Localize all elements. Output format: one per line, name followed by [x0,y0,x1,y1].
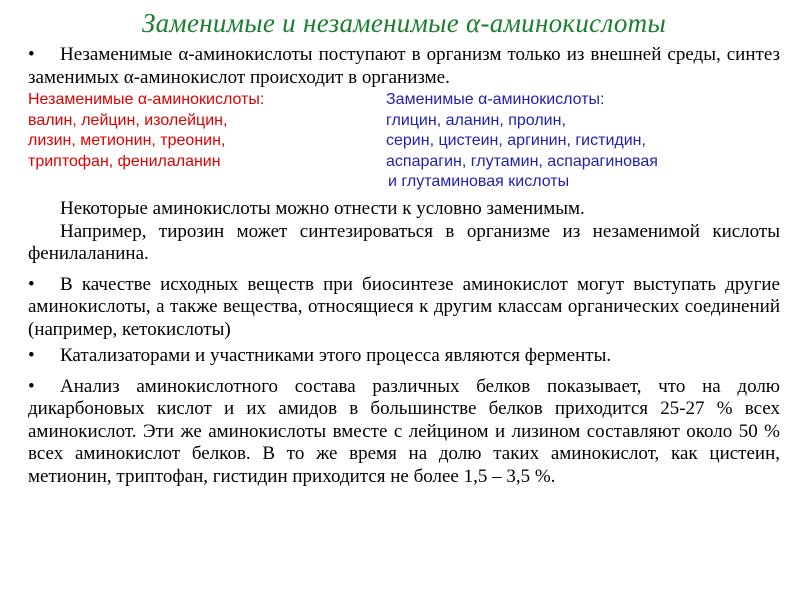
example-paragraph: Например, тирозин может синтезироваться в организме из незаменимой кислоты фенилаланина. [28,220,780,264]
essential-list [28,90,264,172]
bullet-text: Анализ аминокислотного состава различных белков показывает, что на долю дикарбоновых кислот и их амидов в большинстве белков приходится 25-27 % всех аминокислот. Эти же аминокислоты вместе с лейцином и лизином составляют около 50 % всех аминокислот белков. В то же время на долю таких аминокислот, как цистеин, метионин, триптофан, гистидин приходится не более 1,5 – 3,5 %. [28,375,780,487]
essential-heading: Незаменимые α-аминокислоты: [28,91,265,108]
slide [28,0,780,600]
bullet-icon: • [28,44,35,65]
bullet-text: Катализаторами и участниками этого процесса являются ферменты. [60,345,612,366]
bullet-icon: • [28,273,35,295]
nonessential-line: серин, цистеин, аргинин, гистидин, [386,132,646,149]
essential-line: триптофан, фенилаланин [28,152,221,170]
bullet-paragraph [28,345,780,368]
nonessential-list [386,90,658,193]
essential-line: лизин, метионин, треонин, [28,132,226,149]
conditional-paragraph: Некоторые аминокислоты можно отнести к условно заменимым. [60,198,585,219]
bullet-paragraph [28,376,780,489]
page-title: Заменимые и незаменимые α-аминокислоты [141,8,667,38]
nonessential-line: глицин, аланин, пролин, [386,111,566,129]
amino-acid-lists [28,90,780,198]
nonessential-heading: Заменимые α-аминокислоты: [386,91,605,108]
essential-line: валин, лейцин, изолейцин, [28,111,228,129]
bullet-icon: • [28,375,35,397]
bullet-icon: • [28,345,35,366]
intro-paragraph [28,44,780,89]
nonessential-line: и глутаминовая кислоты [388,173,570,190]
intro-text: Незаменимые α-аминокислоты поступают в организм только из внешней среды, синтез заменимых α-аминокислот происходит в организме. [28,44,780,88]
bullet-text: В качестве исходных веществ при биосинтезе аминокислот могут выступать другие аминокислоты, а также вещества, относящиеся к другим классам органических соединений (например, кетокислоты) [28,273,780,340]
bullet-paragraph [28,274,780,342]
nonessential-line: аспарагин, глутамин, аспарагиновая [386,152,658,170]
